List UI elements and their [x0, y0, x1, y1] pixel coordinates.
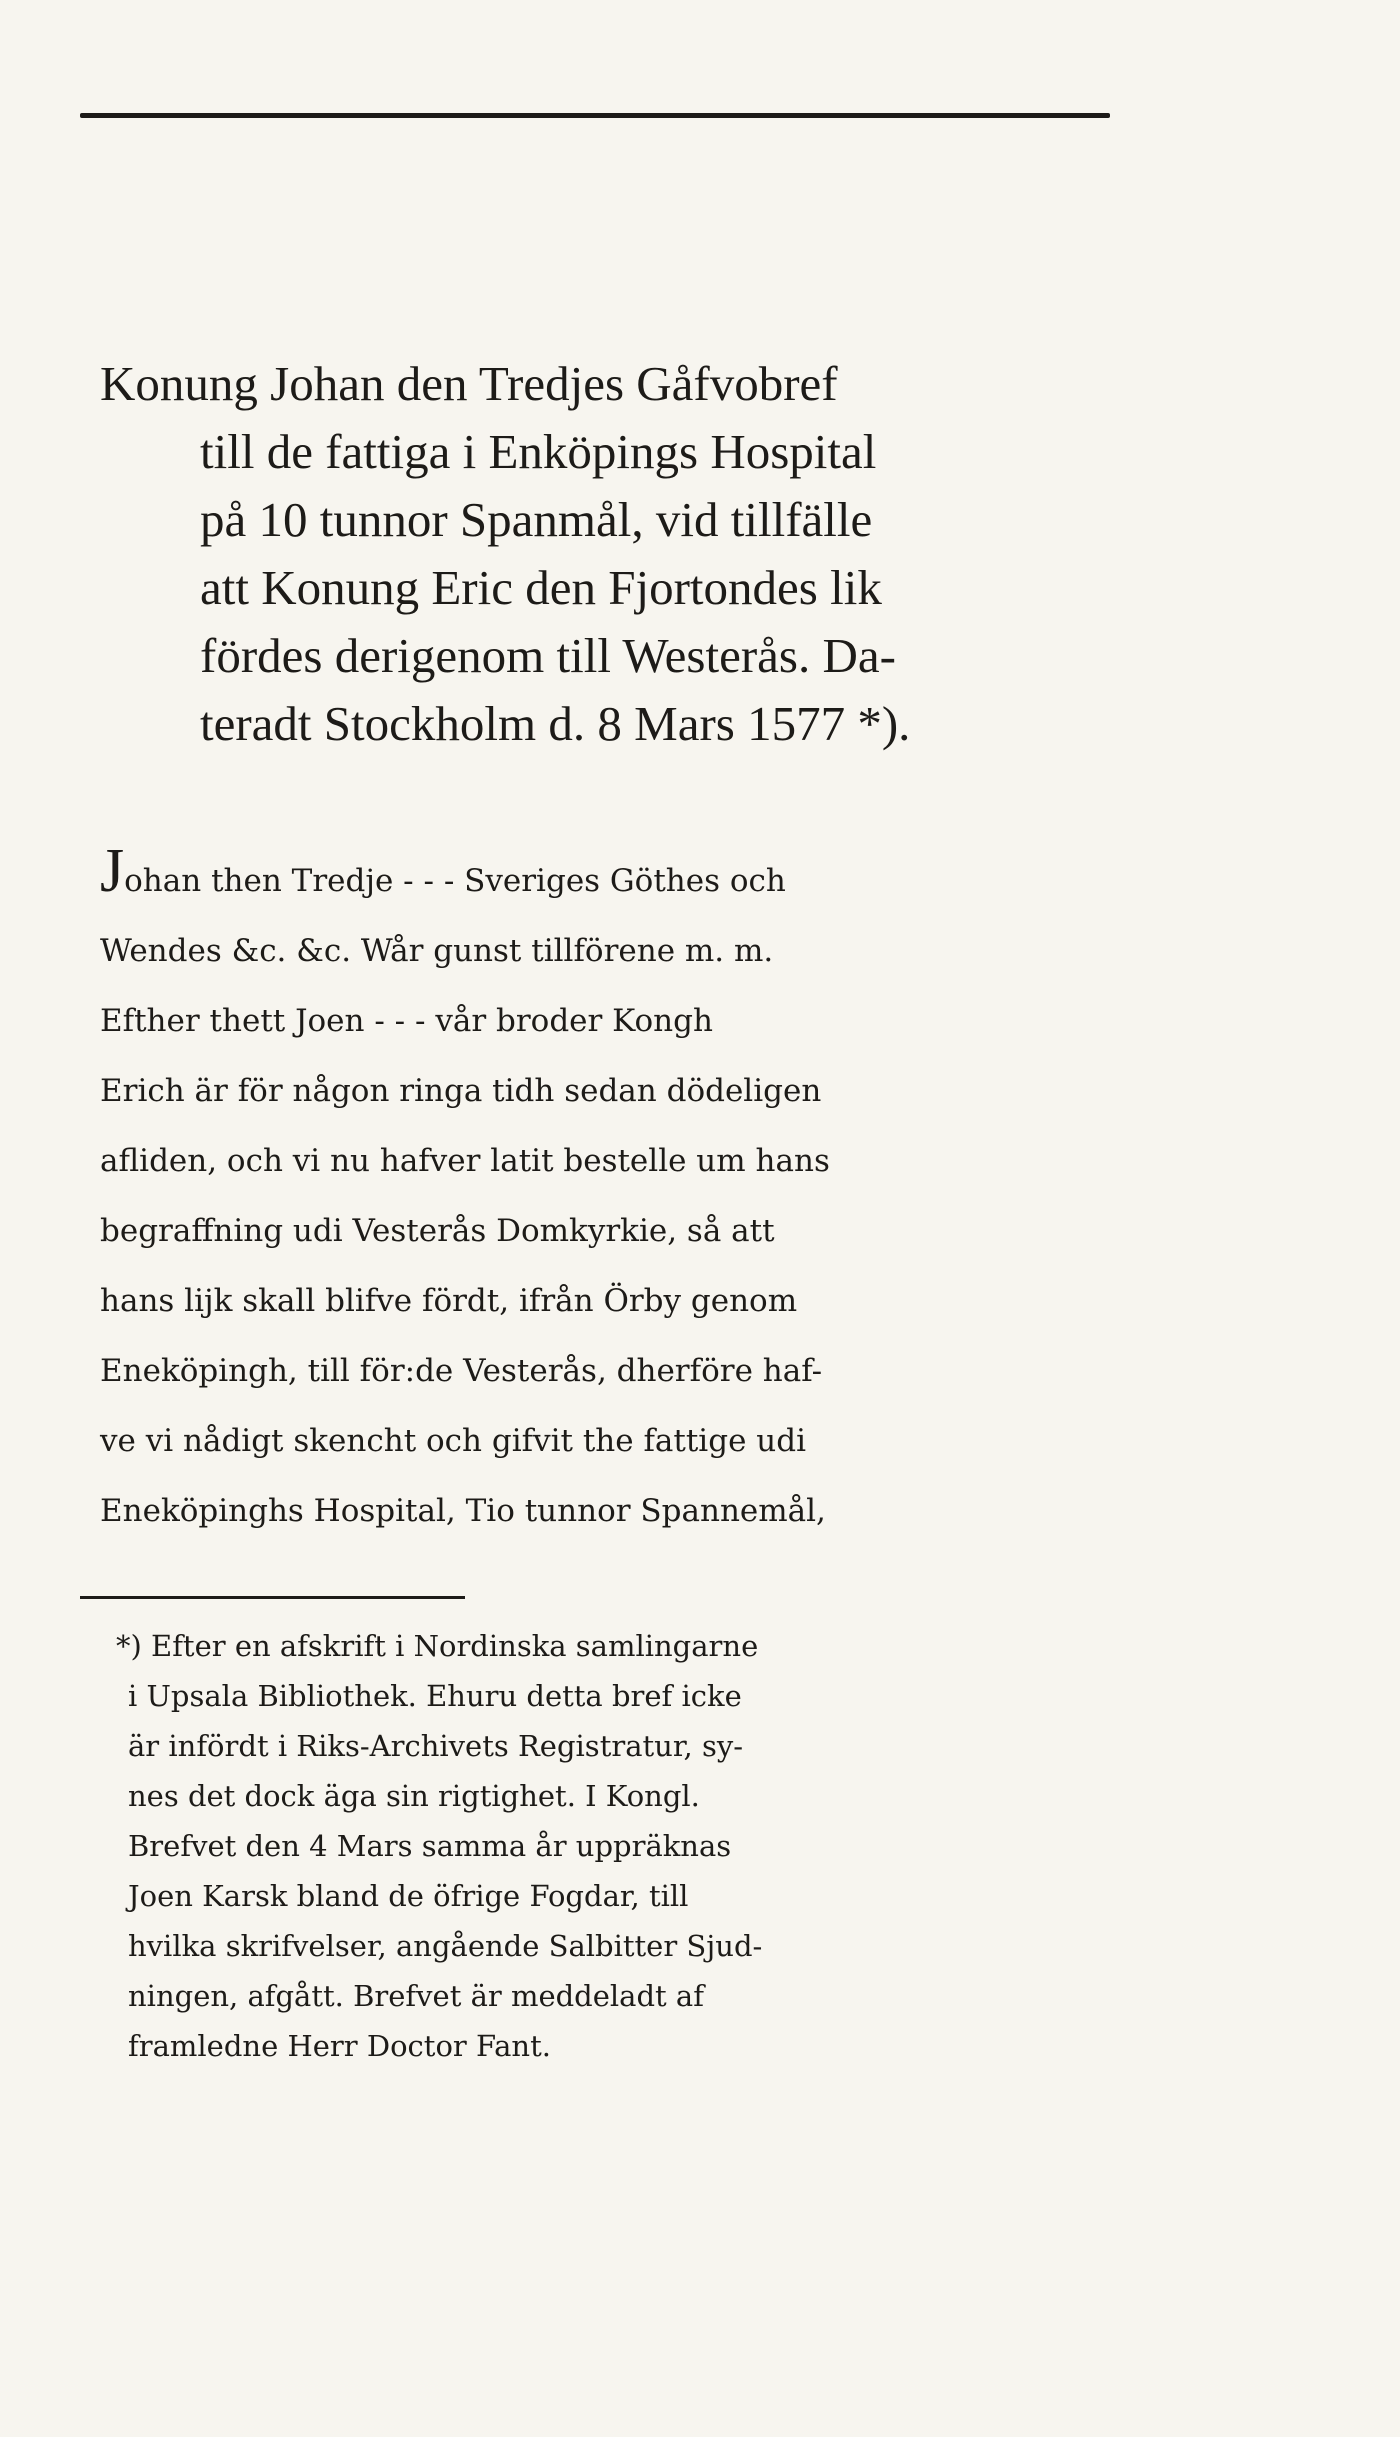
body-line: Eneköpingh, till för:de Vesterås, dherföre haf- [100, 1353, 823, 1389]
body-line: hans lijk skall blifve fördt, ifrån Örby genom [100, 1283, 798, 1319]
body-line: Efther thett Joen - - - vår broder Kongh [100, 1003, 713, 1039]
title-line: teradt Stockholm d. 8 Mars 1577 *). [200, 696, 911, 751]
title-line: Konung Johan den Tredjes Gåfvobref [100, 356, 838, 411]
title-line: att Konung Eric den Fjortondes lik [200, 560, 882, 615]
footnote-line: *) Efter en afskrift i Nordinska samlingarne [116, 1629, 759, 1663]
body-line: afliden, och vi nu hafver latit bestelle um hans [100, 1143, 830, 1179]
footnote-line: Brefvet den 4 Mars samma år uppräknas [128, 1829, 732, 1863]
top-rule [80, 113, 1110, 118]
letter-body [100, 837, 1190, 1546]
body-line: ve vi nådigt skencht och gifvit the fattige udi [100, 1423, 806, 1459]
body-line: Erich är för någon ringa tidh sedan dödeligen [100, 1073, 822, 1109]
body-line-text: ohan then Tredje - - - Sveriges Göthes och [124, 863, 786, 899]
drop-cap: J [100, 837, 125, 905]
footnote-line: nes det dock äga sin rigtighet. I Kongl. [128, 1779, 700, 1813]
footnote-line: Joen Karsk bland de öfrige Fogdar, till [128, 1879, 689, 1913]
title-line: fördes derigenom till Westerås. Da- [200, 628, 896, 683]
footnote-line: hvilka skrifvelser, angående Salbitter Sjud- [128, 1929, 763, 1963]
body-line: Wendes &c. &c. Wår gunst tillförene m. m. [100, 933, 774, 969]
body-line [100, 837, 1190, 916]
title-line: till de fattiga i Enköpings Hospital [200, 424, 877, 479]
footnote-rule [80, 1596, 465, 1599]
footnote-line: är infördt i Riks-Archivets Registratur, sy- [128, 1729, 744, 1763]
document-title [100, 350, 1180, 758]
footnote-line: ningen, afgått. Brefvet är meddeladt af [128, 1979, 704, 2013]
body-line: begraffning udi Vesterås Domkyrkie, så att [100, 1213, 775, 1249]
footnote [116, 1621, 1178, 2071]
body-line: Eneköpinghs Hospital, Tio tunnor Spannemål, [100, 1493, 826, 1529]
footnote-line: i Upsala Bibliothek. Ehuru detta bref icke [128, 1679, 742, 1713]
footnote-line: framledne Herr Doctor Fant. [128, 2029, 551, 2063]
title-line: på 10 tunnor Spanmål, vid tillfälle [200, 492, 873, 547]
